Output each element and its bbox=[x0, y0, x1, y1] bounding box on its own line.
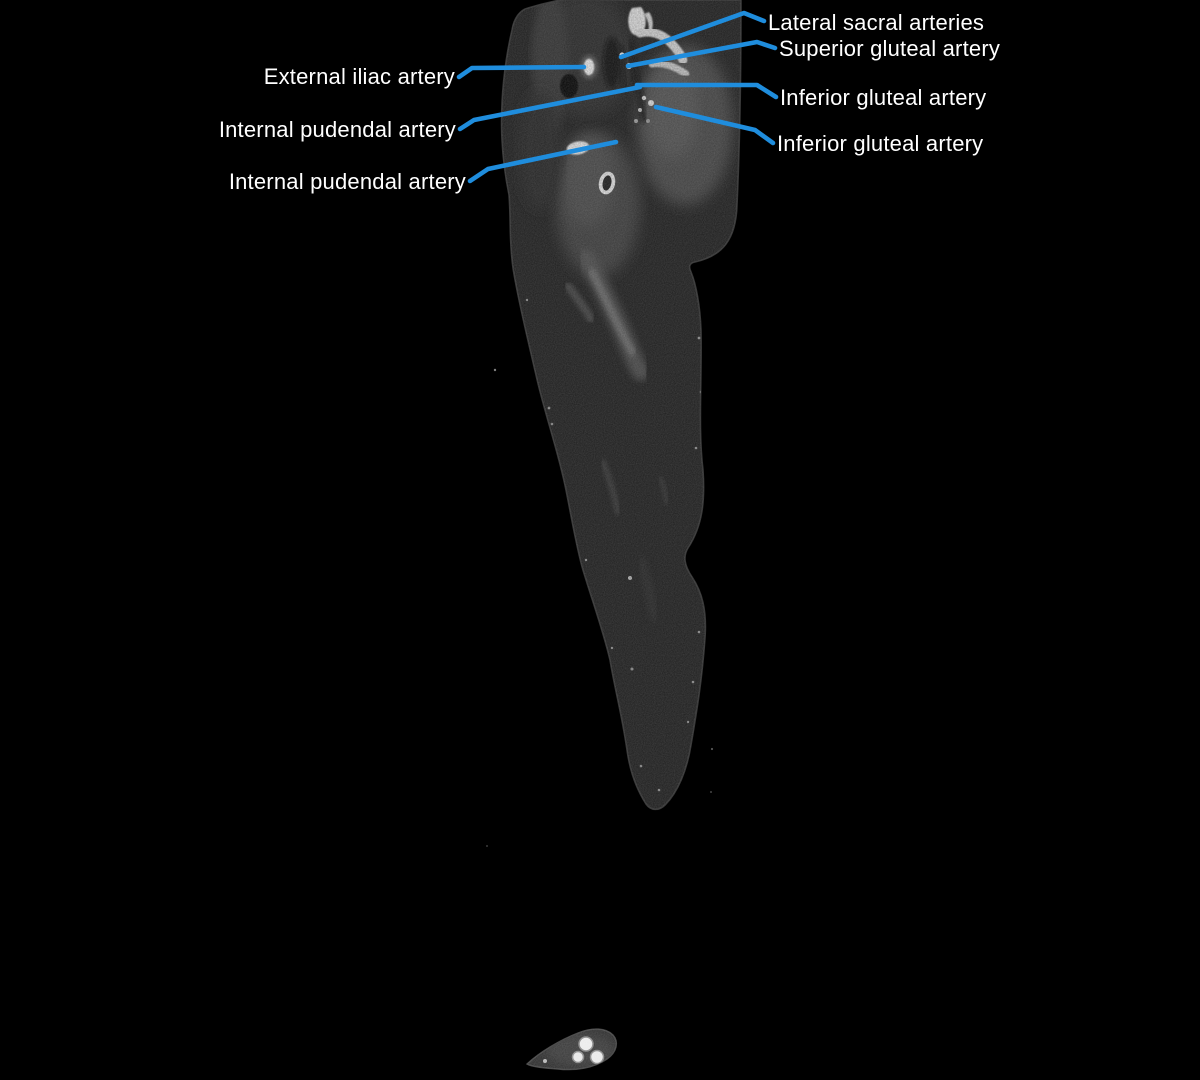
leader-line-internal-pudendal-artery-1 bbox=[460, 87, 640, 129]
label-internal-pudendal-artery-2: Internal pudendal artery bbox=[228, 169, 466, 194]
label-inferior-gluteal-artery-2: Inferior gluteal artery bbox=[777, 131, 984, 156]
leader-line-inferior-gluteal-artery-1 bbox=[637, 85, 776, 97]
label-inferior-gluteal-artery-1: Inferior gluteal artery bbox=[780, 85, 987, 110]
leader-line-internal-pudendal-artery-2 bbox=[470, 142, 616, 181]
leader-line-lateral-sacral-arteries bbox=[621, 13, 764, 57]
leader-line-external-iliac-artery bbox=[459, 67, 584, 77]
label-external-iliac-artery: External iliac artery bbox=[263, 64, 455, 89]
label-superior-gluteal-artery: Superior gluteal artery bbox=[779, 36, 1001, 61]
label-internal-pudendal-artery-1: Internal pudendal artery bbox=[218, 117, 456, 142]
label-lateral-sacral-arteries: Lateral sacral arteries bbox=[768, 10, 985, 35]
leader-line-inferior-gluteal-artery-2 bbox=[656, 107, 773, 143]
